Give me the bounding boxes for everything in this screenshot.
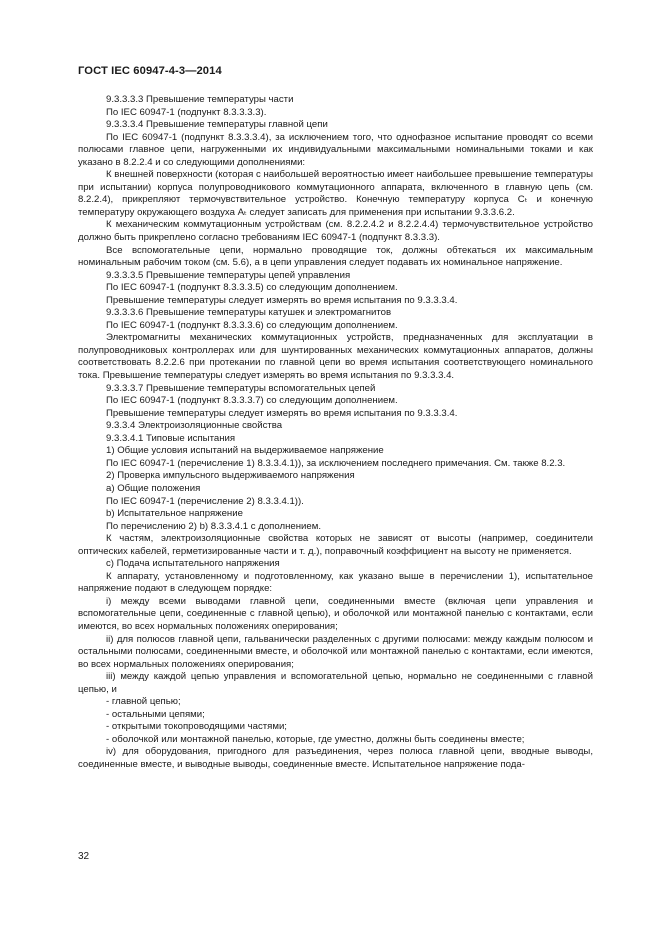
dash-item: - главной цепью;	[106, 696, 181, 708]
page-number: 32	[78, 851, 90, 862]
paragraph: К частям, электроизоляционные свойства которых не зависят от высоты (например, соединители оптических кабелей, герметизированные части и т. д.), поправочный коэффициент на высоту не применяется.	[78, 533, 593, 557]
list-item: c) Подача испытательного напряжения	[106, 558, 280, 570]
paragraph: Превышение температуры следует измерять во время испытания по 9.3.3.3.4.	[106, 407, 458, 419]
list-item: iv) для оборудования, пригодного для разъединения, через полюса главной цепи, вводные выводы, соединенные вместе, и выводные выводы, соединенные вместе. Испытательное напряжение пода-	[78, 746, 593, 770]
paragraph: Все вспомогательные цепи, нормально проводящие ток, должны обтекаться их максимальным номинальным рабочим током (см. 5.6), а в цепи управления следует подавать их номинальное напряжение.	[78, 244, 593, 269]
clause-heading: 9.3.3.3.5 Превышение температуры цепей управления	[106, 269, 351, 281]
clause-heading: 9.3.3.3.4 Превышение температуры главной цепи	[106, 119, 328, 131]
paragraph: По IEC 60947-1 (перечисление 2) 8.3.3.4.1)).	[106, 495, 304, 507]
clause-heading: 9.3.3.3.6 Превышение температуры катушек и электромагнитов	[106, 307, 392, 319]
paragraph: Превышение температуры следует измерять во время испытания по 9.3.3.3.4.	[106, 294, 458, 306]
dash-item: - оболочкой или монтажной панелью, которые, где уместно, должны быть соединены вместе;	[106, 733, 525, 745]
list-item: 2) Проверка импульсного выдерживаемого напряжения	[106, 470, 355, 482]
paragraph: К механическим коммутационным устройствам (см. 8.2.2.4.2 и 8.2.2.4.4) термочувствительное устройство должно быть прикреплено согласно требованиям IEC 60947-1 (подпункт 8.3.3.3).	[78, 219, 593, 244]
clause-heading: 9.3.3.3.7 Превышение температуры вспомогательных цепей	[106, 382, 376, 394]
list-item: ii) для полюсов главной цепи, гальванически разделенных с другими полюсами: между каждым полюсом и остальными полюсами, соединенными вместе, и оболочкой или монтажной панелью с контактами, если имеются, во всех нормальных положениях оперирования;	[78, 633, 593, 670]
list-item: i) между всеми выводами главной цепи, соединенными вместе (включая цепи управления и вспомогательные цепи, соединенные с главной цепью), и оболочкой или монтажной панелью с контактами, если имеются, во всех нормальных положениях оперирования;	[78, 595, 593, 632]
paragraph: К внешней поверхности (которая с наибольшей вероятностью имеет наибольшее превышение температуры при испытании) корпуса полупроводникового коммутационного аппарата, включенного в главную цепь (см. 8.2.2.4), прикрепляют термочувствительное устройство. Конечную температуру корпуса Cₜ и конечную температуру окружающего воздуха Aₜ следует записать для применения при испытании 9.3.3.6.2.	[78, 169, 593, 218]
paragraph: По перечислению 2) b) 8.3.3.4.1 с дополнением.	[106, 520, 321, 532]
document-header: ГОСТ IEC 60947-4-3—2014	[78, 65, 222, 77]
paragraph: По IEC 60947-1 (подпункт 8.3.3.3.4), за исключением того, что однофазное испытание проводят со всеми полюсами главное цепи, нагруженными их индивидуальными максимальными номинальными токами и как указано в 8.2.2.4 и со следующими дополнениями:	[78, 131, 593, 168]
paragraph: К аппарату, установленному и подготовленному, как указано выше в перечислении 1), испытательное напряжение подают в следующем порядке:	[78, 570, 593, 595]
list-item: b) Испытательное напряжение	[106, 508, 243, 520]
clause-heading: 9.3.3.3.3 Превышение температуры части	[106, 94, 294, 105]
paragraph: По IEC 60947-1 (подпункт 8.3.3.3.5) со следующим дополнением.	[106, 282, 398, 294]
paragraph: Электромагниты механических коммутационных устройств, предназначенных для эксплуатации в полупроводниковых контроллерах или для шунтированных механических коммутационных аппаратов, должны соответствовать 8.2.2.6 при протекании по главной цепи во время испытания соответствующего номинального тока. Превышение температуры следует измерять во время испытания по 9.3.3.3.4.	[78, 332, 593, 382]
paragraph: По IEC 60947-1 (подпункт 8.3.3.3.3).	[106, 106, 267, 118]
list-item: iii) между каждой цепью управления и вспомогательной цепью, нормально не соединенными с главной цепью, и	[78, 671, 593, 695]
paragraph: По IEC 60947-1 (подпункт 8.3.3.3.7) со следующим дополнением.	[106, 395, 398, 407]
paragraph: По IEC 60947-1 (перечисление 1) 8.3.3.4.1)), за исключением последнего примечания. См. также 8.2.3.	[106, 457, 566, 469]
clause-heading: 9.3.3.4.1 Типовые испытания	[106, 432, 236, 444]
dash-item: - открытыми токопроводящими частями;	[106, 721, 287, 733]
paragraph: По IEC 60947-1 (подпункт 8.3.3.3.6) со следующим дополнением.	[106, 319, 398, 331]
clause-heading: 9.3.3.4 Электроизоляционные свойства	[106, 420, 283, 432]
list-item: a) Общие положения	[106, 482, 201, 494]
document-body	[78, 94, 593, 772]
list-item: 1) Общие условия испытаний на выдерживаемое напряжение	[106, 445, 384, 457]
dash-item: - остальными цепями;	[106, 708, 205, 720]
